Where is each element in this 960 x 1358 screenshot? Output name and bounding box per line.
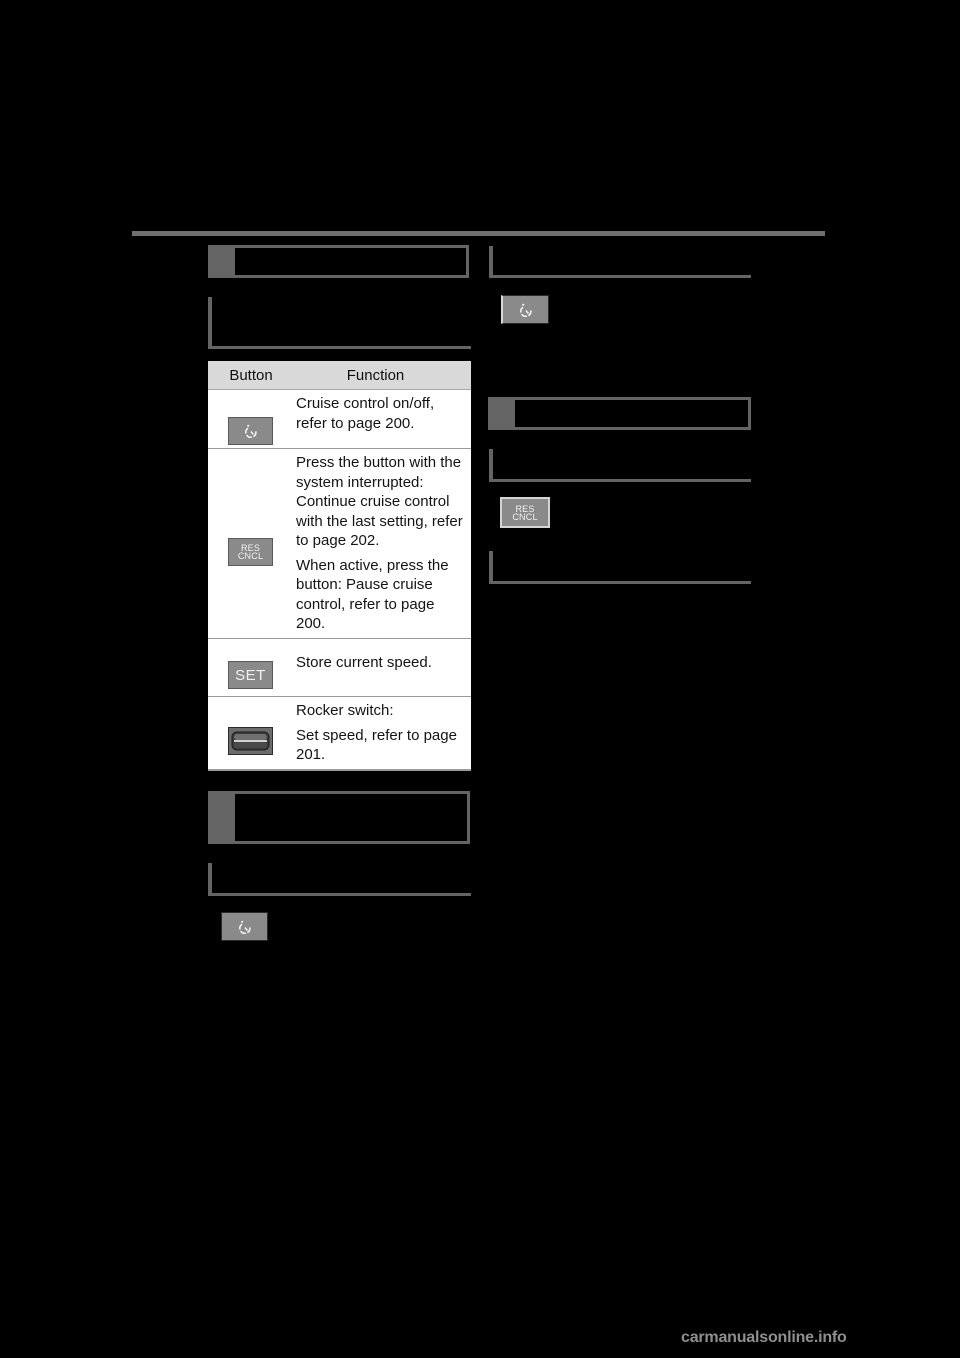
section-header-box xyxy=(208,791,470,844)
row-function-text: Rocker switch: xyxy=(296,702,394,719)
section-header-box xyxy=(208,245,469,278)
subsection-header xyxy=(208,863,471,896)
set-button: SET xyxy=(228,661,273,689)
section-tab xyxy=(208,245,235,278)
cruise-control-icon xyxy=(501,295,549,324)
row-function-text: Set speed, refer to page 201. xyxy=(296,726,457,763)
rocker-switch-icon xyxy=(228,727,273,755)
cruise-control-icon xyxy=(221,912,268,941)
cruise-control-icon xyxy=(228,417,273,445)
row-function-text: Cruise control on/off, refer to page 200. xyxy=(296,395,435,432)
subsection-header xyxy=(489,551,751,584)
table-row xyxy=(208,390,471,449)
subsection-header xyxy=(208,297,471,349)
watermark: carmanualsonline.info xyxy=(681,1329,847,1346)
res-cncl-button: RES CNCL xyxy=(500,497,550,528)
button-function-table xyxy=(208,361,471,771)
row-function-text: Press the button with the system interrupted: Continue cruise control with the last setting, refer to page 202. xyxy=(296,454,463,549)
table-row xyxy=(208,639,471,697)
table-row xyxy=(208,697,471,771)
header-function: Function xyxy=(346,366,405,384)
table-header-row xyxy=(208,361,471,390)
row-function-text: Store current speed. xyxy=(296,654,432,671)
table-row xyxy=(208,449,471,639)
header-button: Button xyxy=(229,366,273,384)
subsection-header xyxy=(489,246,751,278)
section-header-box xyxy=(488,397,751,430)
section-tab xyxy=(208,791,235,844)
res-cncl-button: RES CNCL xyxy=(228,538,273,566)
section-tab xyxy=(488,397,515,430)
page-header-rule xyxy=(132,231,825,236)
row-function-text: When active, press the button: Pause cruise control, refer to page 200. xyxy=(296,556,449,632)
subsection-header xyxy=(489,449,751,482)
